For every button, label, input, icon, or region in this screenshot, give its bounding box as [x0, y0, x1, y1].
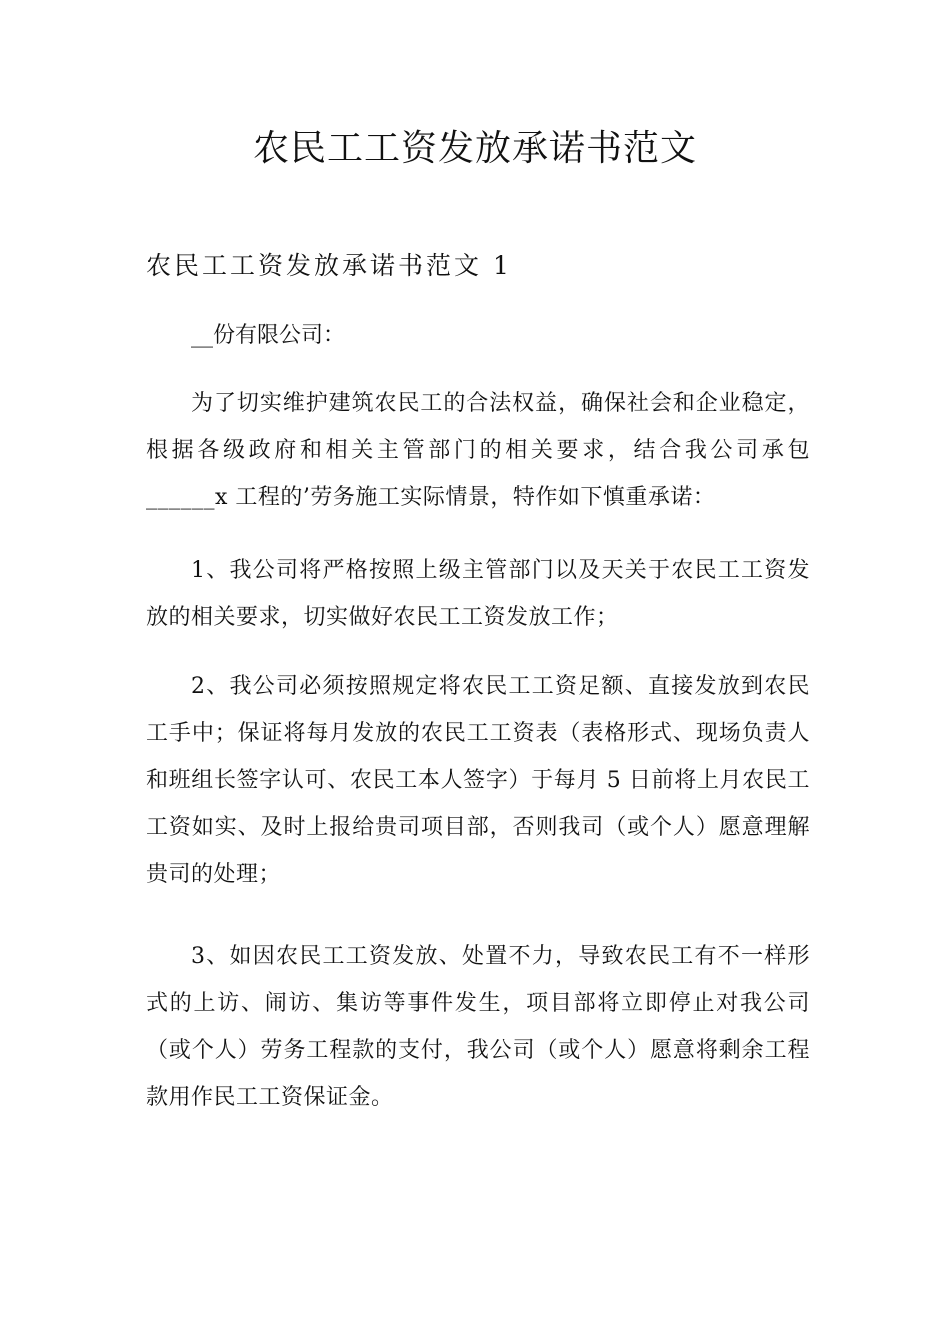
- paragraph-item-3: 3、如因农民工工资发放、处置不力，导致农民工有不一样形式的上访、闹访、集访等事件发生，项目部将立即停止对我公司（或个人）劳务工程款的支付，我公司（或个人）愿意将剩余工程款用作民工工资保证金。: [146, 944, 810, 1110]
- paragraph-item-2: 2、我公司必须按照规定将农民工工资足额、直接发放到农民工手中；保证将每月发放的农民工工资表（表格形式、现场负责人和班组长签字认可、农民工本人签字）于每月 5 日前将上月农民工工资如实、及时上报给贵司项目部，否则我司（或个人）愿意理解贵司的处理；: [146, 674, 810, 887]
- paragraph-item-1: 1、我公司将严格按照上级主管部门以及天关于农民工工资发放的相关要求，切实做好农民工工资发放工作；: [146, 558, 810, 630]
- paragraph-intro: 为了切实维护建筑农民工的合法权益，确保社会和企业稳定，根据各级政府和相关主管部门的相关要求，结合我公司承包______x 工程的’劳务施工实际情景，特作如下慎重承诺：: [146, 391, 810, 510]
- document-title: 农民工工资发放承诺书范文: [252, 128, 697, 169]
- salutation: __份有限公司：: [191, 323, 346, 348]
- section-title: 农民工工资发放承诺书范文 1: [146, 251, 512, 280]
